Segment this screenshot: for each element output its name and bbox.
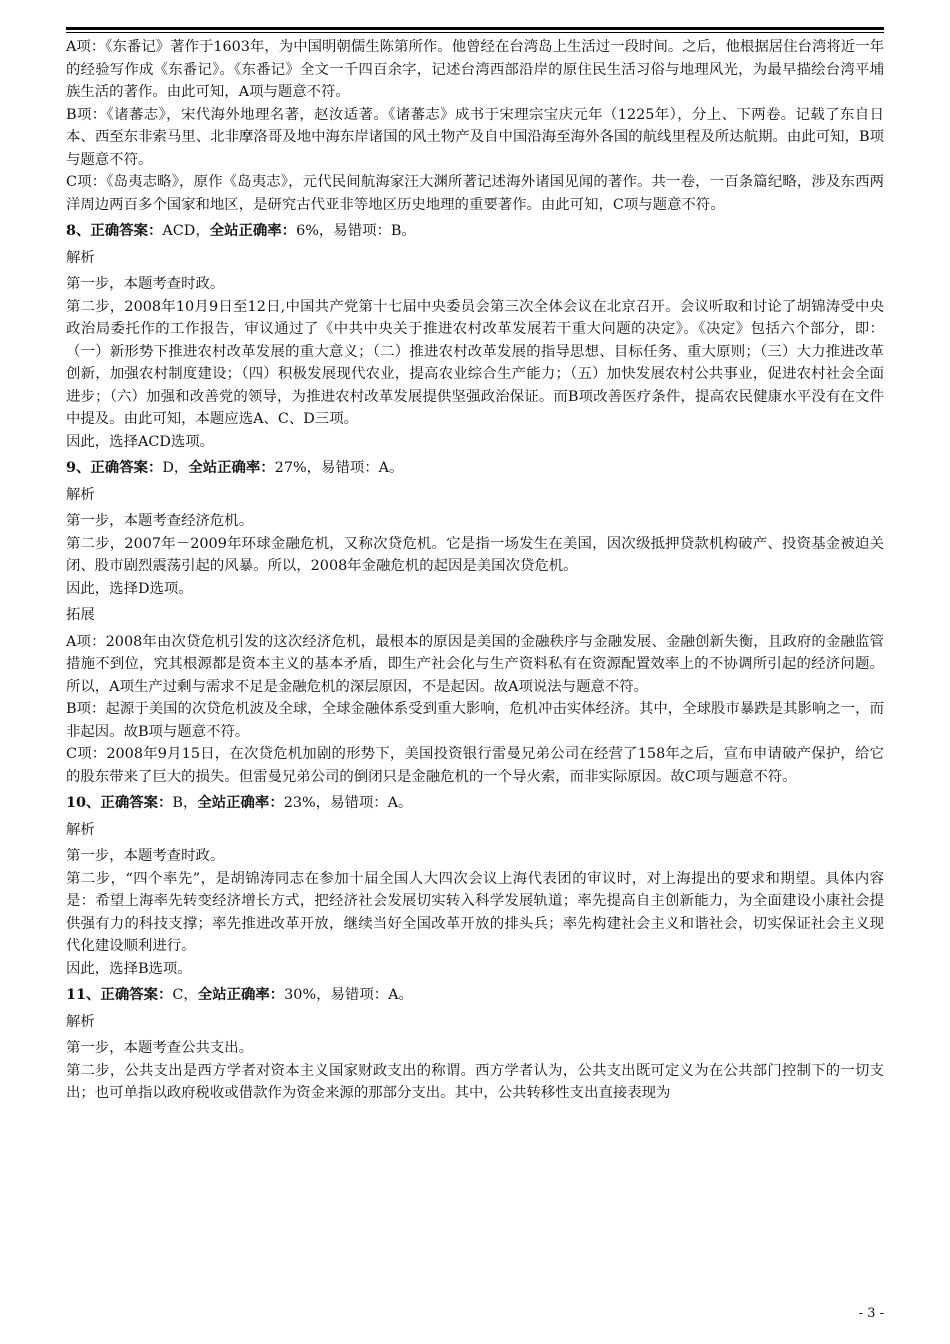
answer-label: 正确答案：	[100, 986, 173, 1003]
rate-value: 23%，易错项：A。	[283, 795, 413, 811]
rate-label: 全站正确率：	[197, 986, 285, 1003]
rate-label: 全站正确率：	[197, 794, 284, 811]
analysis-conclusion: 因此，选择B选项。	[66, 960, 192, 977]
answer-value: D，	[162, 460, 189, 476]
analysis-label: 解析	[66, 1013, 95, 1030]
analysis-label: 解析	[66, 249, 95, 266]
answer-label: 正确答案：	[100, 794, 173, 811]
rate-label: 全站正确率：	[188, 459, 275, 476]
analysis-step-1: 第一步，本题考查时政。	[66, 276, 225, 292]
option-b-explanation: B项：《诸蕃志》，宋代海外地理名著，赵汝适著。《诸蕃志》成书于宋理宗宝庆元年（1225年），分上、下两卷。记载了东自日本、西至东非索马里、北非摩洛哥及地中海东岸诸国的风土物产及自中国沿海至海外各国的航线里程及所达航期。由此可知，B项与题意不符。	[66, 106, 884, 168]
rate-label: 全站正确率：	[209, 222, 297, 239]
rate-value: 30%，易错项：A。	[284, 987, 413, 1003]
rate-value: 27%，易错项：A。	[274, 460, 404, 476]
question-8-number: 8、	[66, 222, 91, 239]
question-11-header	[66, 984, 884, 1007]
header-rule-thick	[66, 27, 884, 30]
answer-value: B，	[172, 795, 198, 811]
extension-label: 拓展	[66, 607, 95, 623]
analysis-step-2: 第二步，2007年－2009年环球金融危机，又称次贷危机。它是指一场发生在美国，因次级抵押贷款机构破产、投资基金被迫关闭、股市剧烈震荡引起的风暴。所以，2008年金融危机的起因是美国次贷危机。	[66, 535, 884, 574]
analysis-step-2: 第二步，公共支出是西方学者对资本主义国家财政支出的称谓。西方学者认为，公共支出既可定义为在公共部门控制下的一切支出；也可单指以政府税收或借款作为资金来源的那部分支出。其中，公共转移性支出直接表现为	[66, 1062, 884, 1101]
rate-value: 6%，易错项：B。	[296, 223, 416, 239]
page-number: - 3 -	[858, 1306, 884, 1321]
analysis-step-1: 第一步，本题考查公共支出。	[66, 1040, 254, 1056]
option-c-explanation: C项：《岛夷志略》，原作《岛夷志》，元代民间航海家汪大渊所著记述海外诸国见闻的著作。共一卷，一百条篇纪略，涉及东西两洋周边两百多个国家和地区，是研究古代亚非等地区历史地理的重要著作。由此可知，C项与题意不符。	[66, 174, 884, 213]
answer-value: C，	[172, 987, 198, 1003]
analysis-step-1: 第一步，本题考查时政。	[66, 848, 225, 864]
question-8-header	[66, 220, 884, 243]
question-9-number: 9、	[66, 459, 91, 476]
question-9-header	[66, 457, 884, 480]
extension-option-a: A项：2008年由次贷危机引发的这次经济危机，最根本的原因是美国的金融秩序与金融发展、金融创新失衡，且政府的金融监管措施不到位，究其根源都是资本主义的基本矛盾，即生产社会化与生产资料私有在资源配置效率上的不协调所引起的经济问题。所以，A项生产过剩与需求不足是金融危机的深层原因，不是起因。故A项说法与题意不符。	[66, 633, 884, 695]
analysis-step-2: 第二步，“四个率先”，是胡锦涛同志在参加十届全国人大四次会议上海代表团的审议时，对上海提出的要求和期望。具体内容是：希望上海率先转变经济增长方式，把经济社会发展切实转入科学发展轨道；率先提高自主创新能力，为全面建设小康社会提供强有力的科技支撑；率先推进改革开放，继续当好全国改革开放的排头兵；率先构建社会主义和谐社会，切实保证社会主义现代化建设顺利进行。	[66, 870, 884, 954]
analysis-label: 解析	[66, 821, 95, 838]
analysis-label: 解析	[66, 486, 95, 503]
answer-value: ACD，	[162, 223, 210, 239]
analysis-conclusion: 因此，选择ACD选项。	[66, 433, 215, 450]
analysis-conclusion: 因此，选择D选项。	[66, 580, 193, 597]
question-11-number: 11、	[66, 986, 101, 1003]
document-body	[66, 36, 884, 1105]
question-10-header	[66, 792, 884, 815]
option-a-explanation: A项：《东番记》著作于1603年，为中国明朝儒生陈第所作。他曾经在台湾岛上生活过一段时间。之后，他根据居住台湾将近一年的经验写作成《东番记》。《东番记》全文一千四百余字，记述台湾西部沿岸的原住民生活习俗与地理风光，为最早描绘台湾平埔族生活的著作。由此可知，A项与题意不符。	[66, 39, 884, 100]
question-10-number: 10、	[66, 794, 101, 811]
extension-option-b: B项：起源于美国的次贷危机波及全球，全球金融体系受到重大影响，危机冲击实体经济。其中，全球股市暴跌是其影响之一，而非起因。故B项与题意不符。	[66, 701, 884, 740]
extension-option-c: C项：2008年9月15日，在次贷危机加剧的形势下，美国投资银行雷曼兄弟公司在经营了158年之后，宣布申请破产保护，给它的股东带来了巨大的损失。但雷曼兄弟公司的倒闭只是金融危机的一个导火索，而非实际原因。故C项与题意不符。	[66, 746, 884, 785]
header-rule-thin	[66, 32, 884, 33]
analysis-step-2: 第二步，2008年10月9日至12日,中国共产党第十七届中央委员会第三次全体会议在北京召开。会议听取和讨论了胡锦涛受中央政治局委托作的工作报告，审议通过了《中共中央关于推进农村改革发展若干重大问题的决定》。《决定》包括六个部分，即：（一）新形势下推进农村改革发展的重大意义；（二）推进农村改革发展的指导思想、目标任务、重大原则；（三）大力推进改革创新，加强农村制度建设；（四）积极发展现代农业，提高农业综合生产能力；（五）加快发展农村公共事业，促进农村社会全面进步；（六）加强和改善党的领导，为推进农村改革发展提供坚强政治保证。而B项改善医疗条件，提高农民健康水平没有在文件中提及。由此可知，本题应选A、C、D三项。	[66, 298, 884, 427]
answer-label: 正确答案：	[90, 222, 163, 239]
analysis-step-1: 第一步，本题考查经济危机。	[66, 513, 254, 529]
answer-label: 正确答案：	[90, 459, 163, 476]
